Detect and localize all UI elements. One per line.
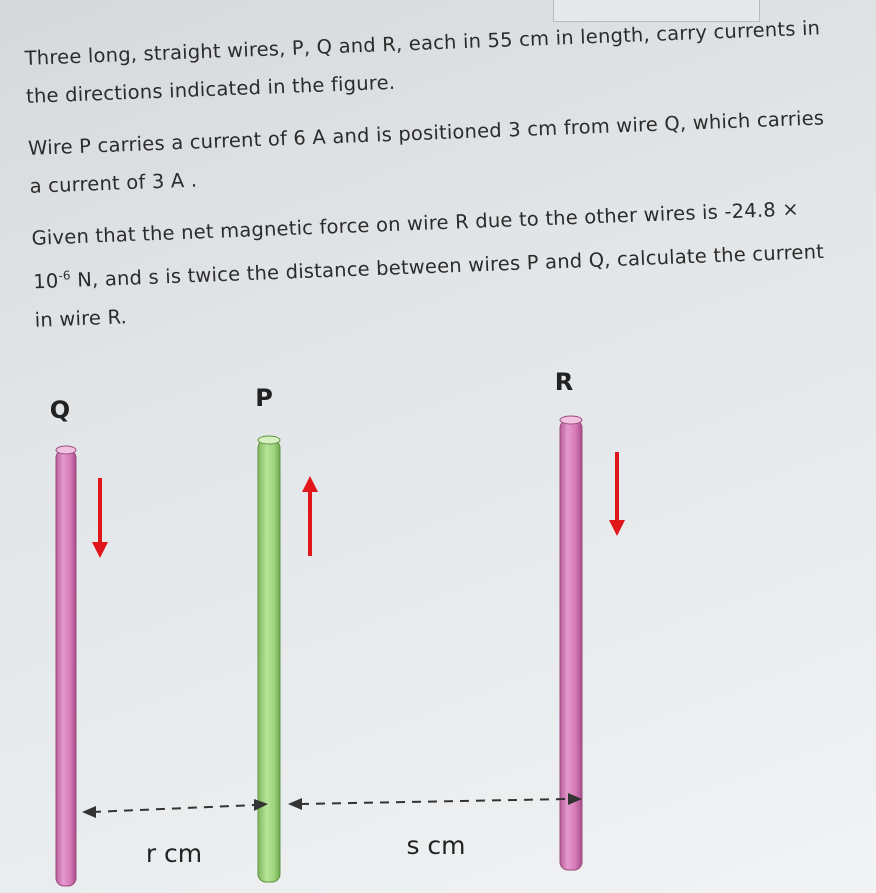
dimension-line-s [288,793,582,810]
wire-q-label: Q [49,396,71,424]
current-arrow-p [302,476,318,556]
question-paragraph-2: Wire P carries a current of 6 A and is positioned 3 cm from wire Q, which carries a current of 3 A . [27,106,825,198]
question-paragraph-3: Given that the net magnetic force on wire R due to the other wires is $-24.8 \times 10^{-6}$ N, and s is twice the distance between wires P and Q, calculate the current in wire R. [31,197,825,332]
distance-r-label: r cm [145,839,203,868]
current-arrow-r [609,452,625,536]
question-paragraph-1: Three long, straight wires, P, Q and R, each in 55 cm in length, carry currents in the directions indicated in the figure. [24,16,821,108]
wire-p [258,436,280,882]
wire-r-label: R [554,368,574,396]
wire-p-label: P [255,384,273,412]
wire-q [56,446,76,886]
current-arrow-q [92,478,108,558]
distance-s-label: s cm [406,831,466,860]
dimension-line-r [82,799,268,818]
